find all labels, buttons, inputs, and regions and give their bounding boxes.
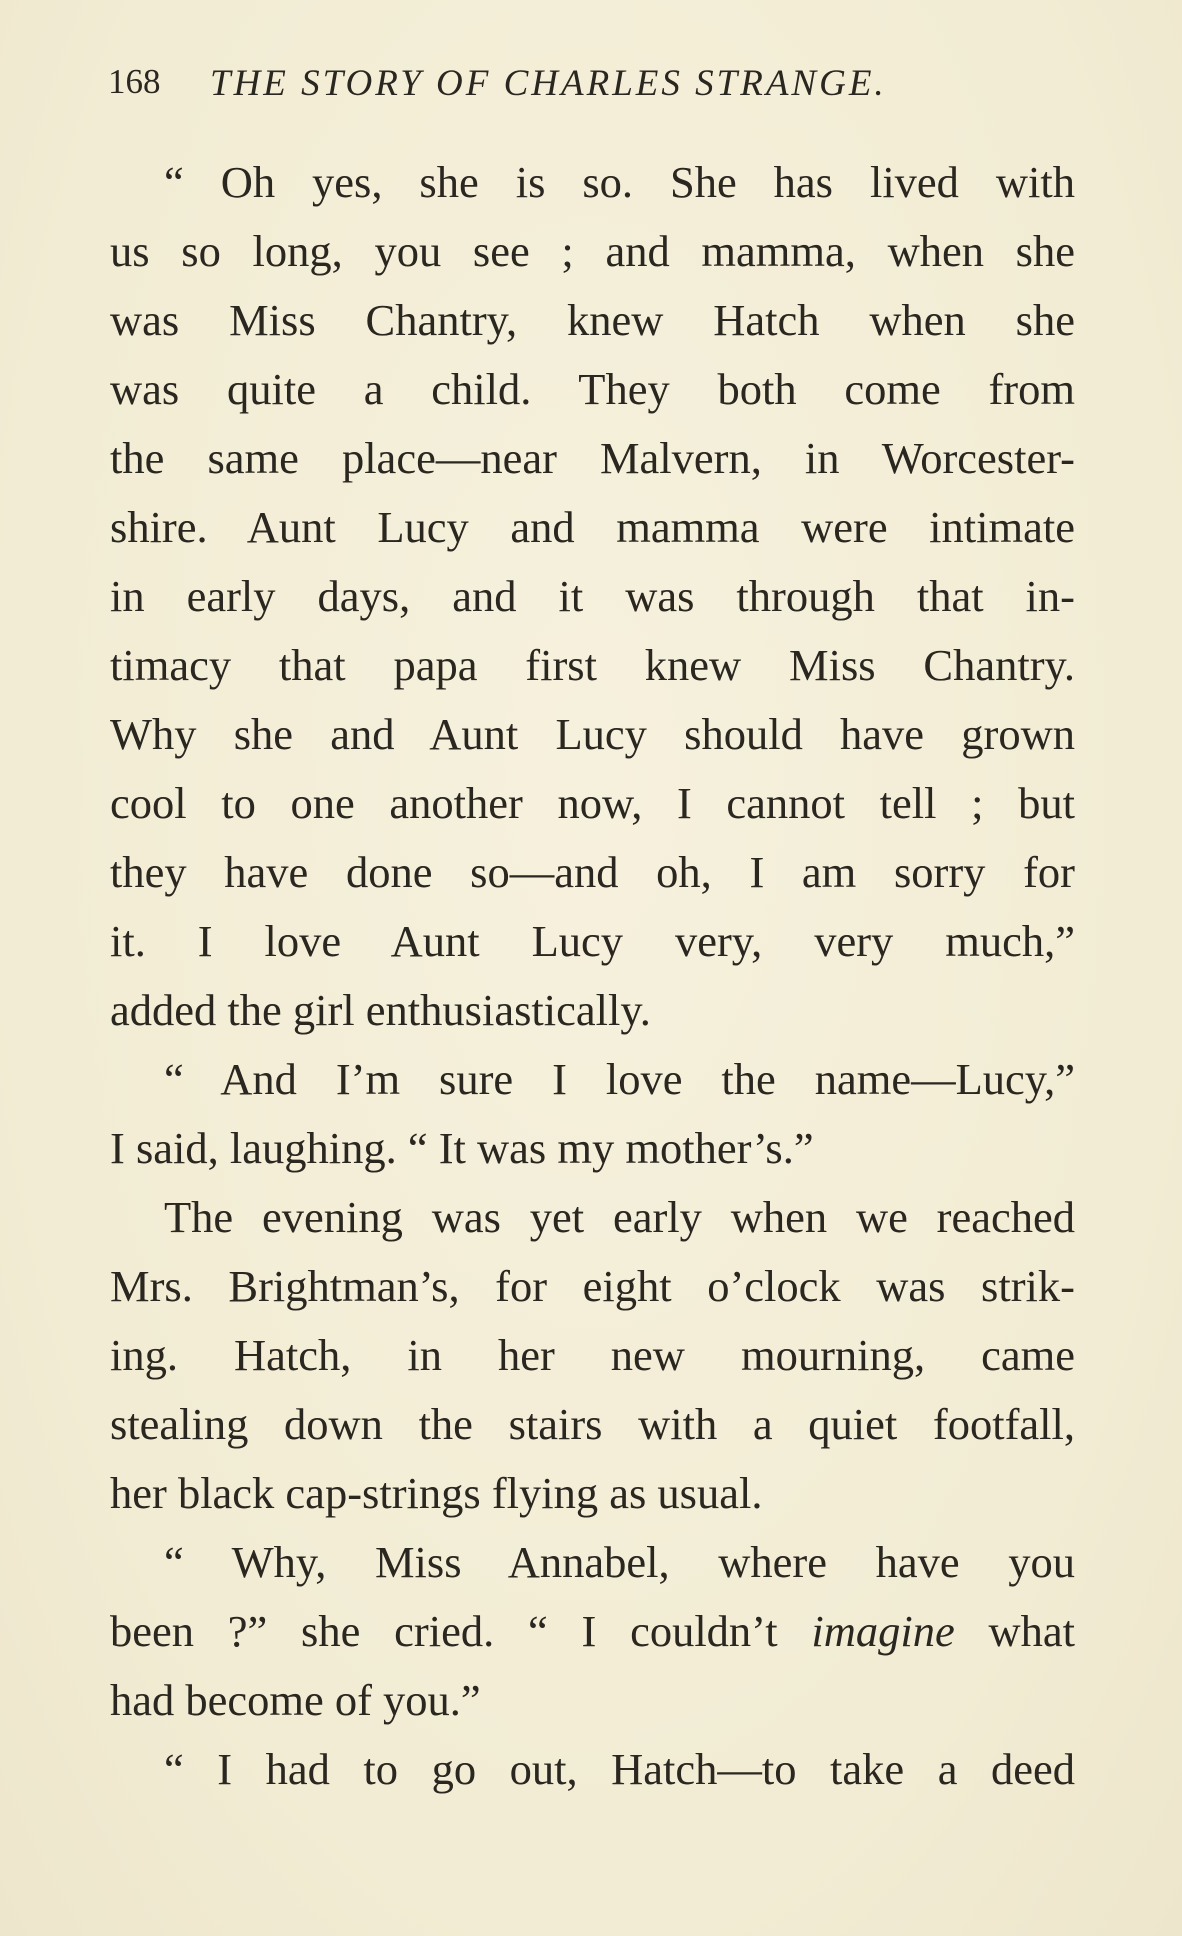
text-line: stealing down the stairs with a quiet footfall, xyxy=(110,1399,1075,1449)
text-run: what xyxy=(954,1606,1075,1656)
text-line: it. I love Aunt Lucy very, very much,” xyxy=(110,916,1075,966)
text-line: timacy that papa first knew Miss Chantry. xyxy=(110,640,1075,690)
text-line: her black cap-strings flying as usual. xyxy=(110,1468,763,1518)
text-line: cool to one another now, I cannot tell ; but xyxy=(110,778,1075,828)
running-head xyxy=(108,58,1068,108)
text-line: “ Oh yes, she is so. She has lived with xyxy=(164,157,1075,207)
text-line: in early days, and it was through that in- xyxy=(110,571,1075,621)
text-line: the same place—near Malvern, in Worcester- xyxy=(110,433,1075,483)
text-line: ing. Hatch, in her new mourning, came xyxy=(110,1330,1075,1380)
text-line: I said, laughing. “ It was my mother’s.” xyxy=(110,1123,814,1173)
text-line xyxy=(110,1597,1075,1666)
body-text xyxy=(110,148,1075,1804)
text-line: shire. Aunt Lucy and mamma were intimate xyxy=(110,502,1075,552)
text-line: had become of you.” xyxy=(110,1675,481,1725)
emphasized-word: imagine xyxy=(811,1606,955,1656)
text-line: “ And I’m sure I love the name—Lucy,” xyxy=(164,1054,1075,1104)
page-number: 168 xyxy=(108,62,161,101)
text-line: Why she and Aunt Lucy should have grown xyxy=(110,709,1075,759)
text-line: was Miss Chantry, knew Hatch when she xyxy=(110,295,1075,345)
text-line: added the girl enthusiastically. xyxy=(110,985,651,1035)
text-line: “ Why, Miss Annabel, where have you xyxy=(164,1537,1075,1587)
text-line: The evening was yet early when we reached xyxy=(164,1192,1075,1242)
text-line: “ I had to go out, Hatch—to take a deed xyxy=(164,1744,1075,1794)
text-run: been ?” she cried. “ I couldn’t xyxy=(110,1606,812,1656)
text-line: was quite a child. They both come from xyxy=(110,364,1075,414)
text-line: they have done so—and oh, I am sorry for xyxy=(110,847,1075,897)
text-line: Mrs. Brightman’s, for eight o’clock was strik- xyxy=(110,1261,1075,1311)
text-line: us so long, you see ; and mamma, when she xyxy=(110,226,1075,276)
running-title: THE STORY OF CHARLES STRANGE. xyxy=(210,63,887,104)
